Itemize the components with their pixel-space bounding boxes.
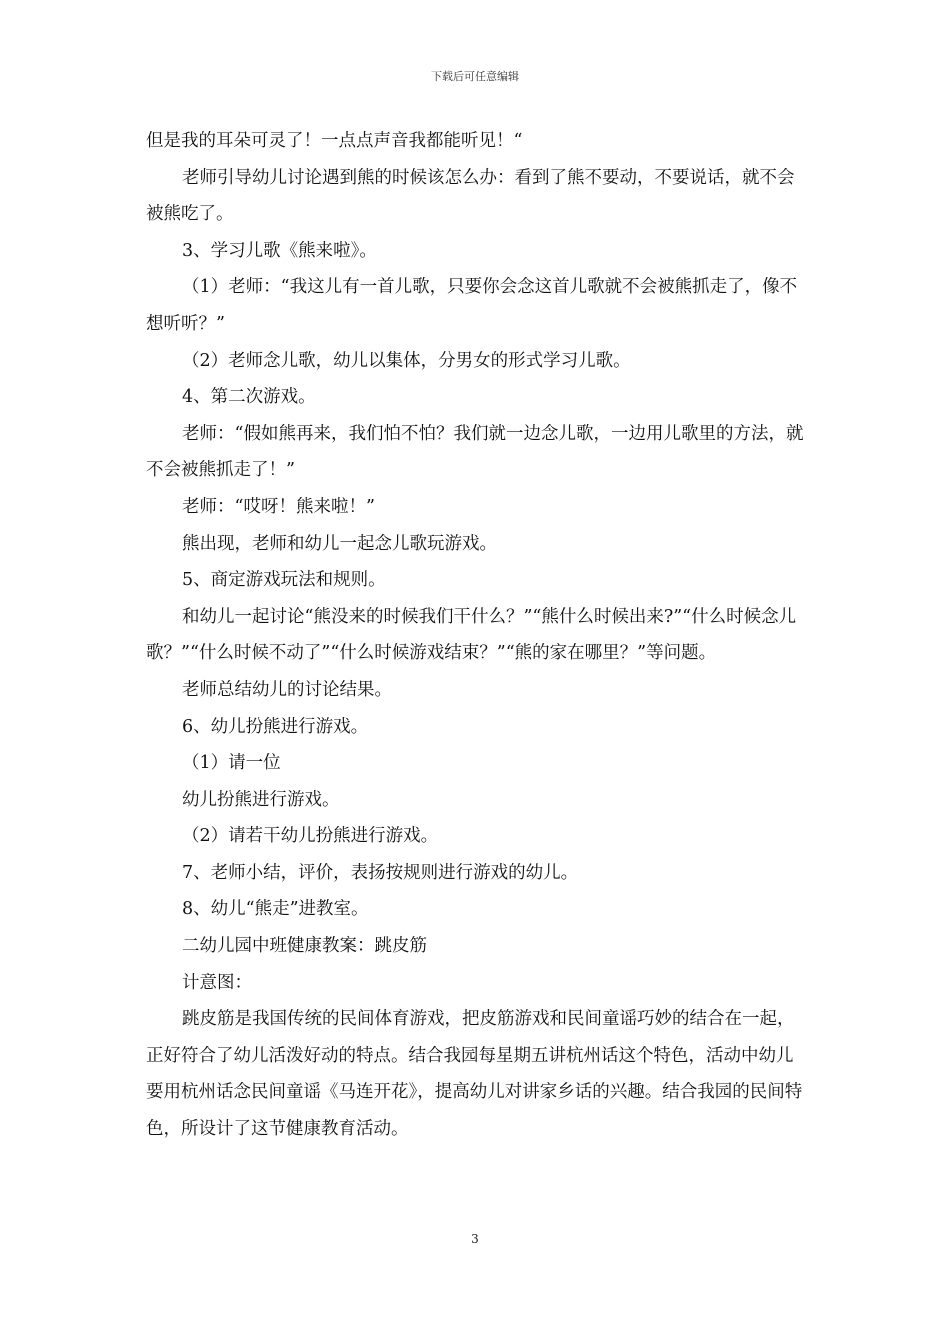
- paragraph: 和幼儿一起讨论“熊没来的时候我们干什么？”“熊什么时候出来?”“什么时候念儿歌？”“什么时候不动了”“什么时候游戏结束？”“熊的家在哪里？”等问题。: [146, 606, 797, 664]
- paragraph: 计意图：: [182, 972, 252, 993]
- paragraph: 7、老师小结，评价，表扬按规则进行游戏的幼儿。: [182, 862, 579, 883]
- paragraph: （1）老师：“我这儿有一首儿歌，只要你会念这首儿歌就不会被熊抓走了，像不想听听？”: [146, 277, 798, 334]
- paragraph: 6、幼儿扮熊进行游戏。: [182, 716, 369, 737]
- paragraph: 老师：“哎呀！熊来啦！”: [182, 496, 375, 517]
- page-number: 3: [471, 1232, 479, 1246]
- paragraph: 老师：“假如熊再来，我们怕不怕？我们就一边念儿歌，一边用儿歌里的方法，就不会被熊抓走了！”: [146, 423, 804, 481]
- paragraph: 老师引导幼儿讨论遇到熊的时候该怎么办：看到了熊不要动，不要说话，就不会被熊吃了。: [146, 167, 795, 225]
- paragraph: 5、商定游戏玩法和规则。: [182, 570, 386, 591]
- section-heading: 二幼儿园中班健康教案：跳皮筋: [182, 936, 427, 957]
- paragraph: 但是我的耳朵可灵了！一点点声音我都能听见！“: [146, 131, 523, 151]
- paragraph: 8、幼儿“熊走”进教室。: [182, 899, 369, 920]
- paragraph: 3、学习儿歌《熊来啦》。: [182, 240, 377, 261]
- paragraph: （2）老师念儿歌，幼儿以集体，分男女的形式学习儿歌。: [182, 350, 631, 371]
- paragraph: （1）请一位: [182, 753, 281, 774]
- paragraph: 跳皮筋是我国传统的民间体育游戏，把皮筋游戏和民间童谣巧妙的结合在一起，正好符合了幼儿活泼好动的特点。结合我园每星期五讲杭州话这个特色，活动中幼儿要用杭州话念民间童谣《马连开花》，提高幼儿对讲家乡话的兴趣。结合我园的民间特色，所设计了这节健康教育活动。: [146, 1009, 803, 1140]
- page-header: 下载后可任意编辑: [431, 70, 519, 83]
- paragraph: 4、第二次游戏。: [182, 387, 316, 408]
- document-body: [146, 123, 810, 1148]
- paragraph: （2）请若干幼儿扮熊进行游戏。: [182, 826, 439, 847]
- paragraph: 熊出现，老师和幼儿一起念儿歌玩游戏。: [182, 533, 497, 554]
- paragraph: 老师总结幼儿的讨论结果。: [182, 679, 392, 700]
- paragraph: 幼儿扮熊进行游戏。: [182, 789, 340, 810]
